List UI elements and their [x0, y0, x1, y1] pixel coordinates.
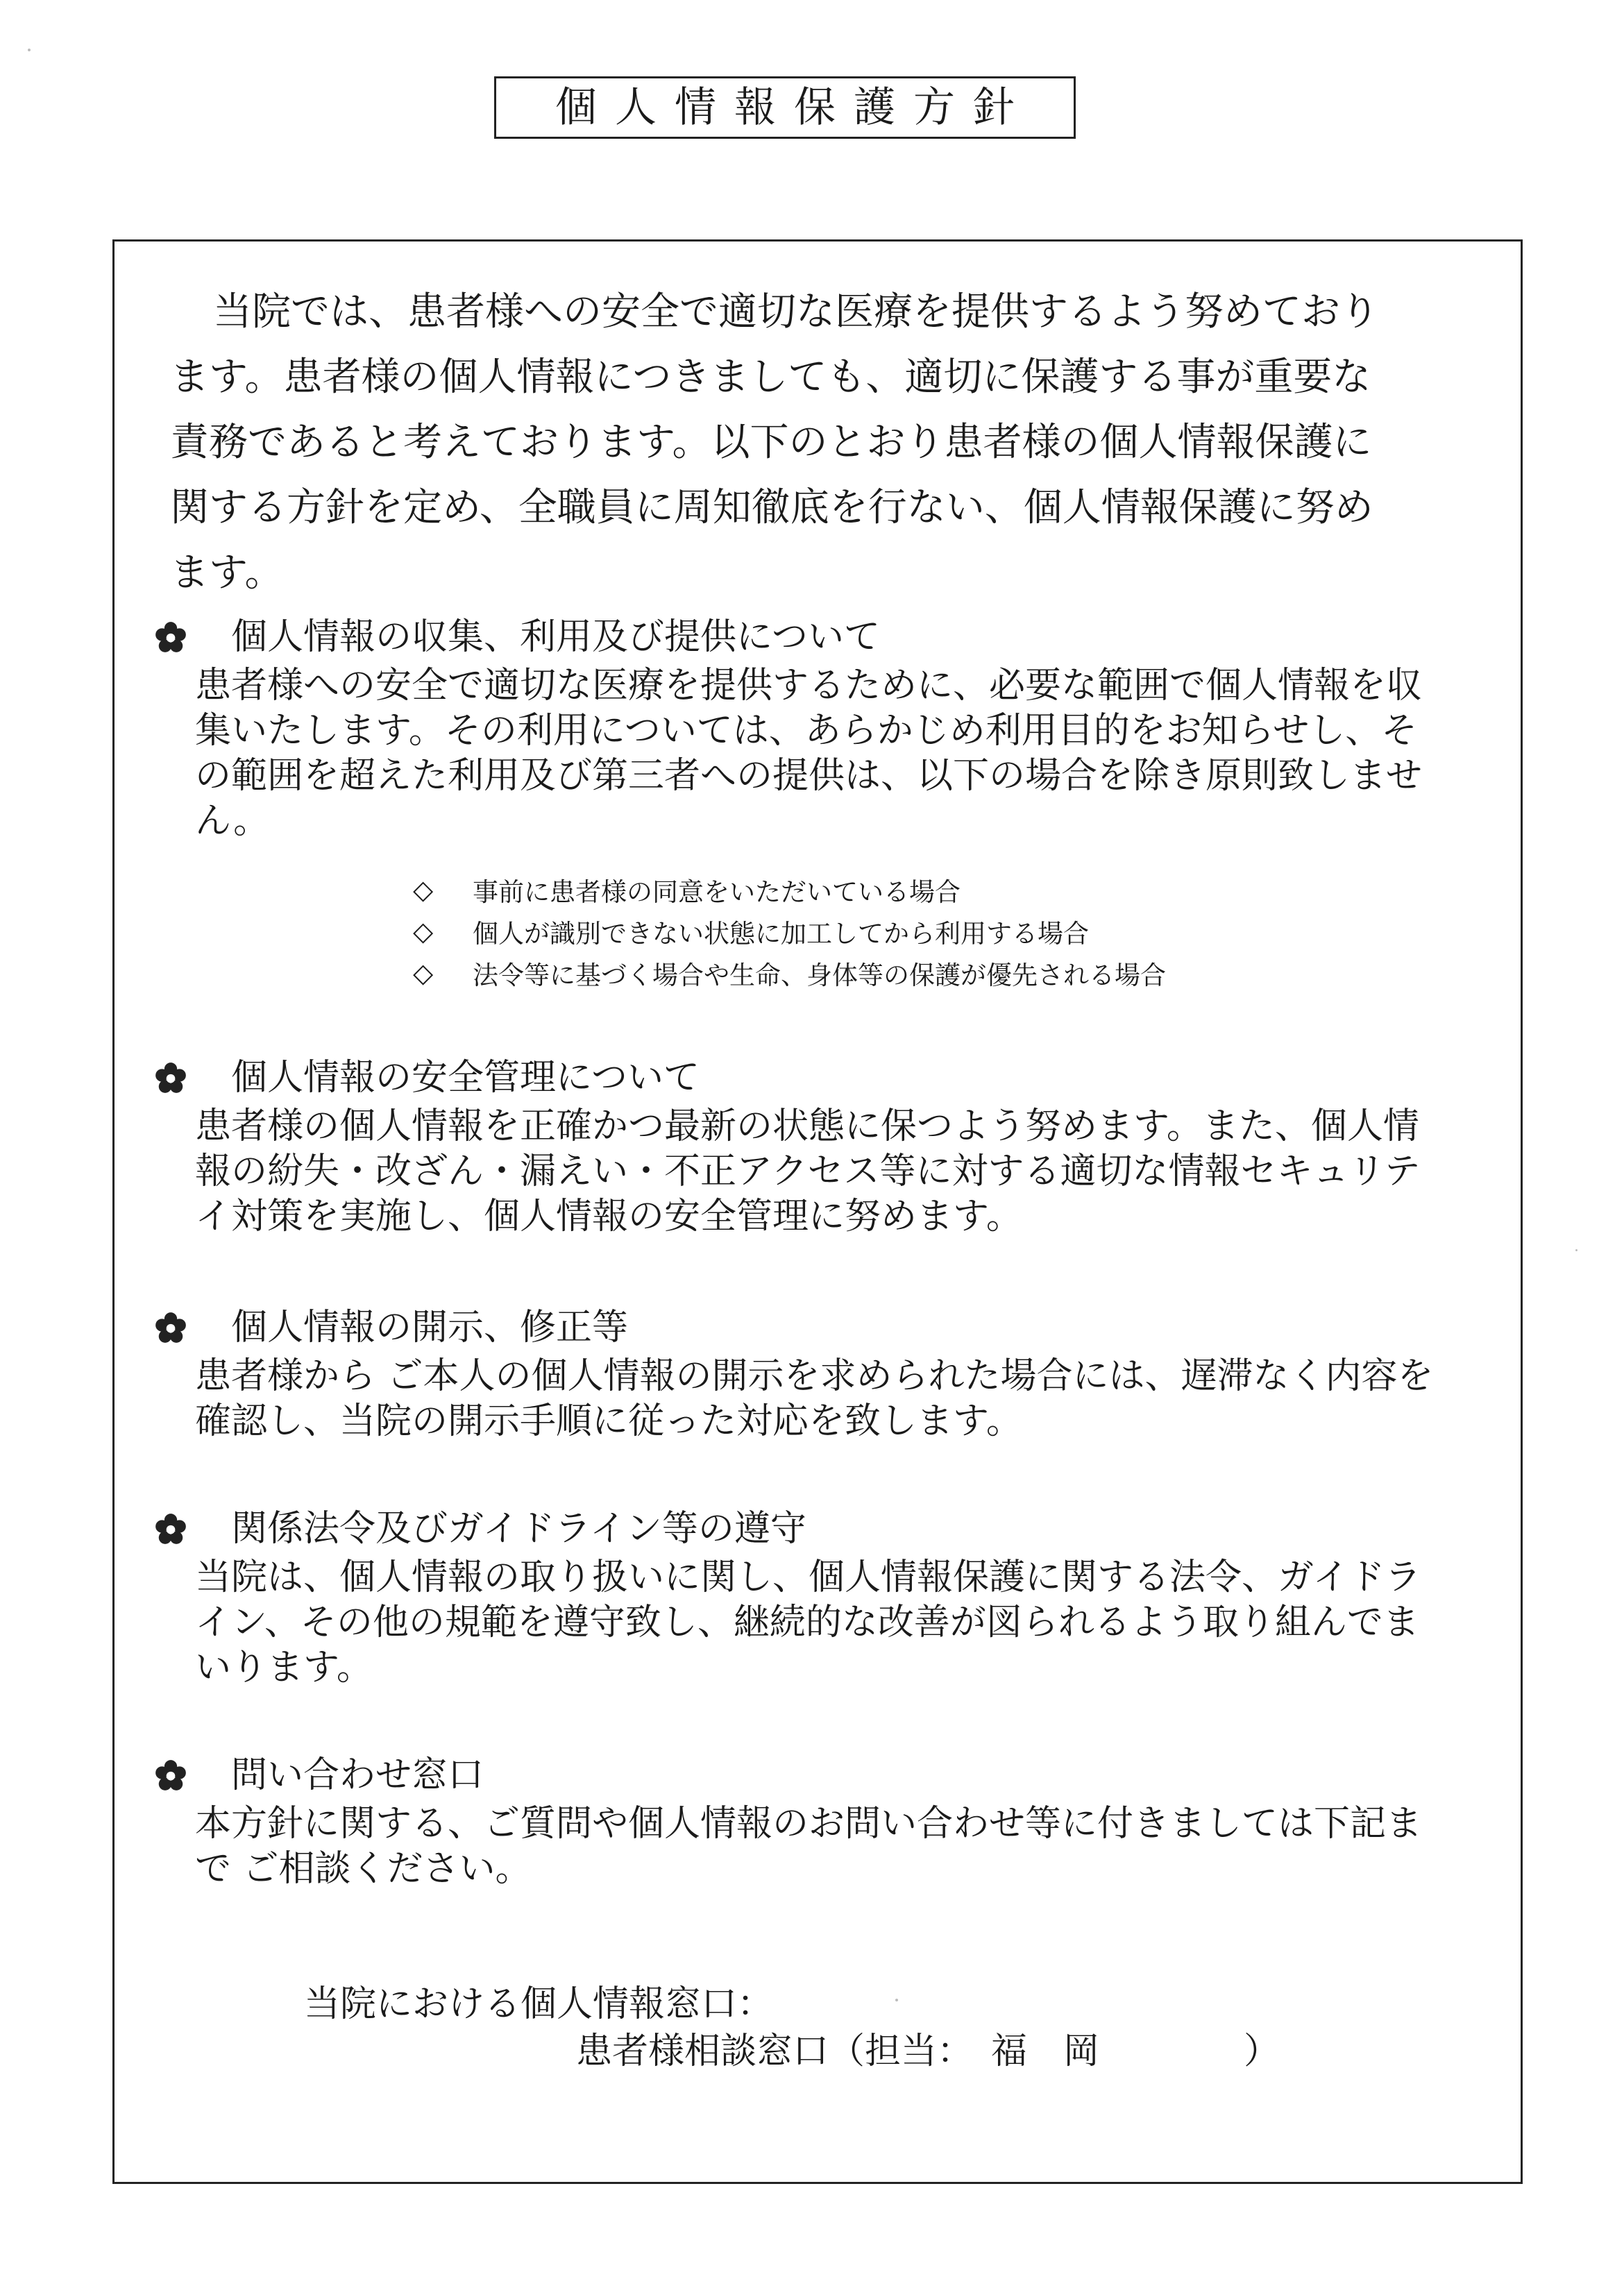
flower-icon	[155, 1062, 187, 1094]
section-compliance	[155, 1508, 1453, 1691]
intro-paragraph: 当院では、患者様への安全で適切な医療を提供するよう努めております。患者様の個人情報につきましても、適切に保護する事が重要な責務であると考えております。以下のとおり患者様の個人情報保護に関する方針を定め、全職員に周知徹底を行ない、個人情報保護に努めます。	[170, 289, 1379, 595]
section-security	[155, 1057, 1453, 1239]
section-heading: 関係法令及びガイドライン等の遵守	[231, 1508, 806, 1550]
section-heading: 個人情報の安全管理について	[231, 1057, 700, 1099]
exception-list	[413, 869, 1453, 994]
scan-speck	[895, 1999, 898, 2001]
section-header	[155, 1307, 1453, 1348]
list-item-text: 事前に患者様の同意をいただいている場合	[473, 877, 961, 907]
section-heading: 問い合わせ窓口	[231, 1754, 484, 1796]
diamond-icon: ◇	[413, 916, 434, 947]
list-item-text: 法令等に基づく場合や生命、身体等の保護が優先される場合	[473, 960, 1166, 990]
section-header	[155, 1057, 1453, 1099]
diamond-icon: ◇	[413, 958, 434, 988]
flower-icon	[155, 621, 187, 653]
contact-detail: 患者様相談窓口（担当： 福 岡 ）	[576, 2031, 1280, 2072]
policy-frame	[112, 239, 1523, 2184]
section-heading: 個人情報の収集、利用及び提供について	[231, 616, 880, 658]
section-collection	[155, 616, 1453, 994]
page-title: 個人情報保護方針	[555, 83, 1033, 132]
section-inquiry	[155, 1754, 1453, 1892]
section-disclosure	[155, 1307, 1453, 1444]
contact-label: 当院における個人情報窓口：	[304, 1983, 774, 2025]
section-header	[155, 616, 1453, 658]
section-body: 患者様の個人情報を正確かつ最新の状態に保つよう努めます。また、個人情報の紛失・改ざん・漏えい・不正アクセス等に対する適切な情報セキュリテイ対策を実施し、個人情報の安全管理に努めます。	[195, 1106, 1421, 1237]
section-header	[155, 1508, 1453, 1550]
section-body: 当院は、個人情報の取り扱いに関し、個人情報保護に関する法令、ガイドライン、その他の規範を遵守致し、継続的な改善が図られるよう取り組んでまいります。	[195, 1557, 1421, 1688]
section-body: 患者様への安全で適切な医療を提供するために、必要な範囲で個人情報を収集いたします。その利用については、あらかじめ利用目的をお知らせし、その範囲を超えた利用及び第三者への提供は、以下の場合を除き原則致しません。	[195, 665, 1423, 842]
section-heading: 個人情報の開示、修正等	[231, 1307, 629, 1348]
flower-icon	[155, 1759, 187, 1791]
list-item	[413, 911, 1453, 952]
section-body: 本方針に関する、ご質問や個人情報のお問い合わせ等に付きましては下記まで ご相談ください。	[195, 1803, 1423, 1890]
diamond-icon: ◇	[413, 874, 434, 905]
flower-icon	[155, 1312, 187, 1344]
flower-icon	[155, 1513, 187, 1545]
scan-speck	[28, 49, 31, 51]
scan-speck	[1575, 1249, 1578, 1251]
section-header	[155, 1754, 1453, 1796]
list-item	[413, 869, 1453, 911]
title-box	[494, 76, 1076, 139]
section-body: 患者様から ご本人の個人情報の開示を求められた場合には、遅滞なく内容を確認し、当院の開示手順に従った対応を致します。	[195, 1355, 1434, 1442]
list-item	[413, 952, 1453, 994]
list-item-text: 個人が識別できない状態に加工してから利用する場合	[473, 919, 1089, 949]
